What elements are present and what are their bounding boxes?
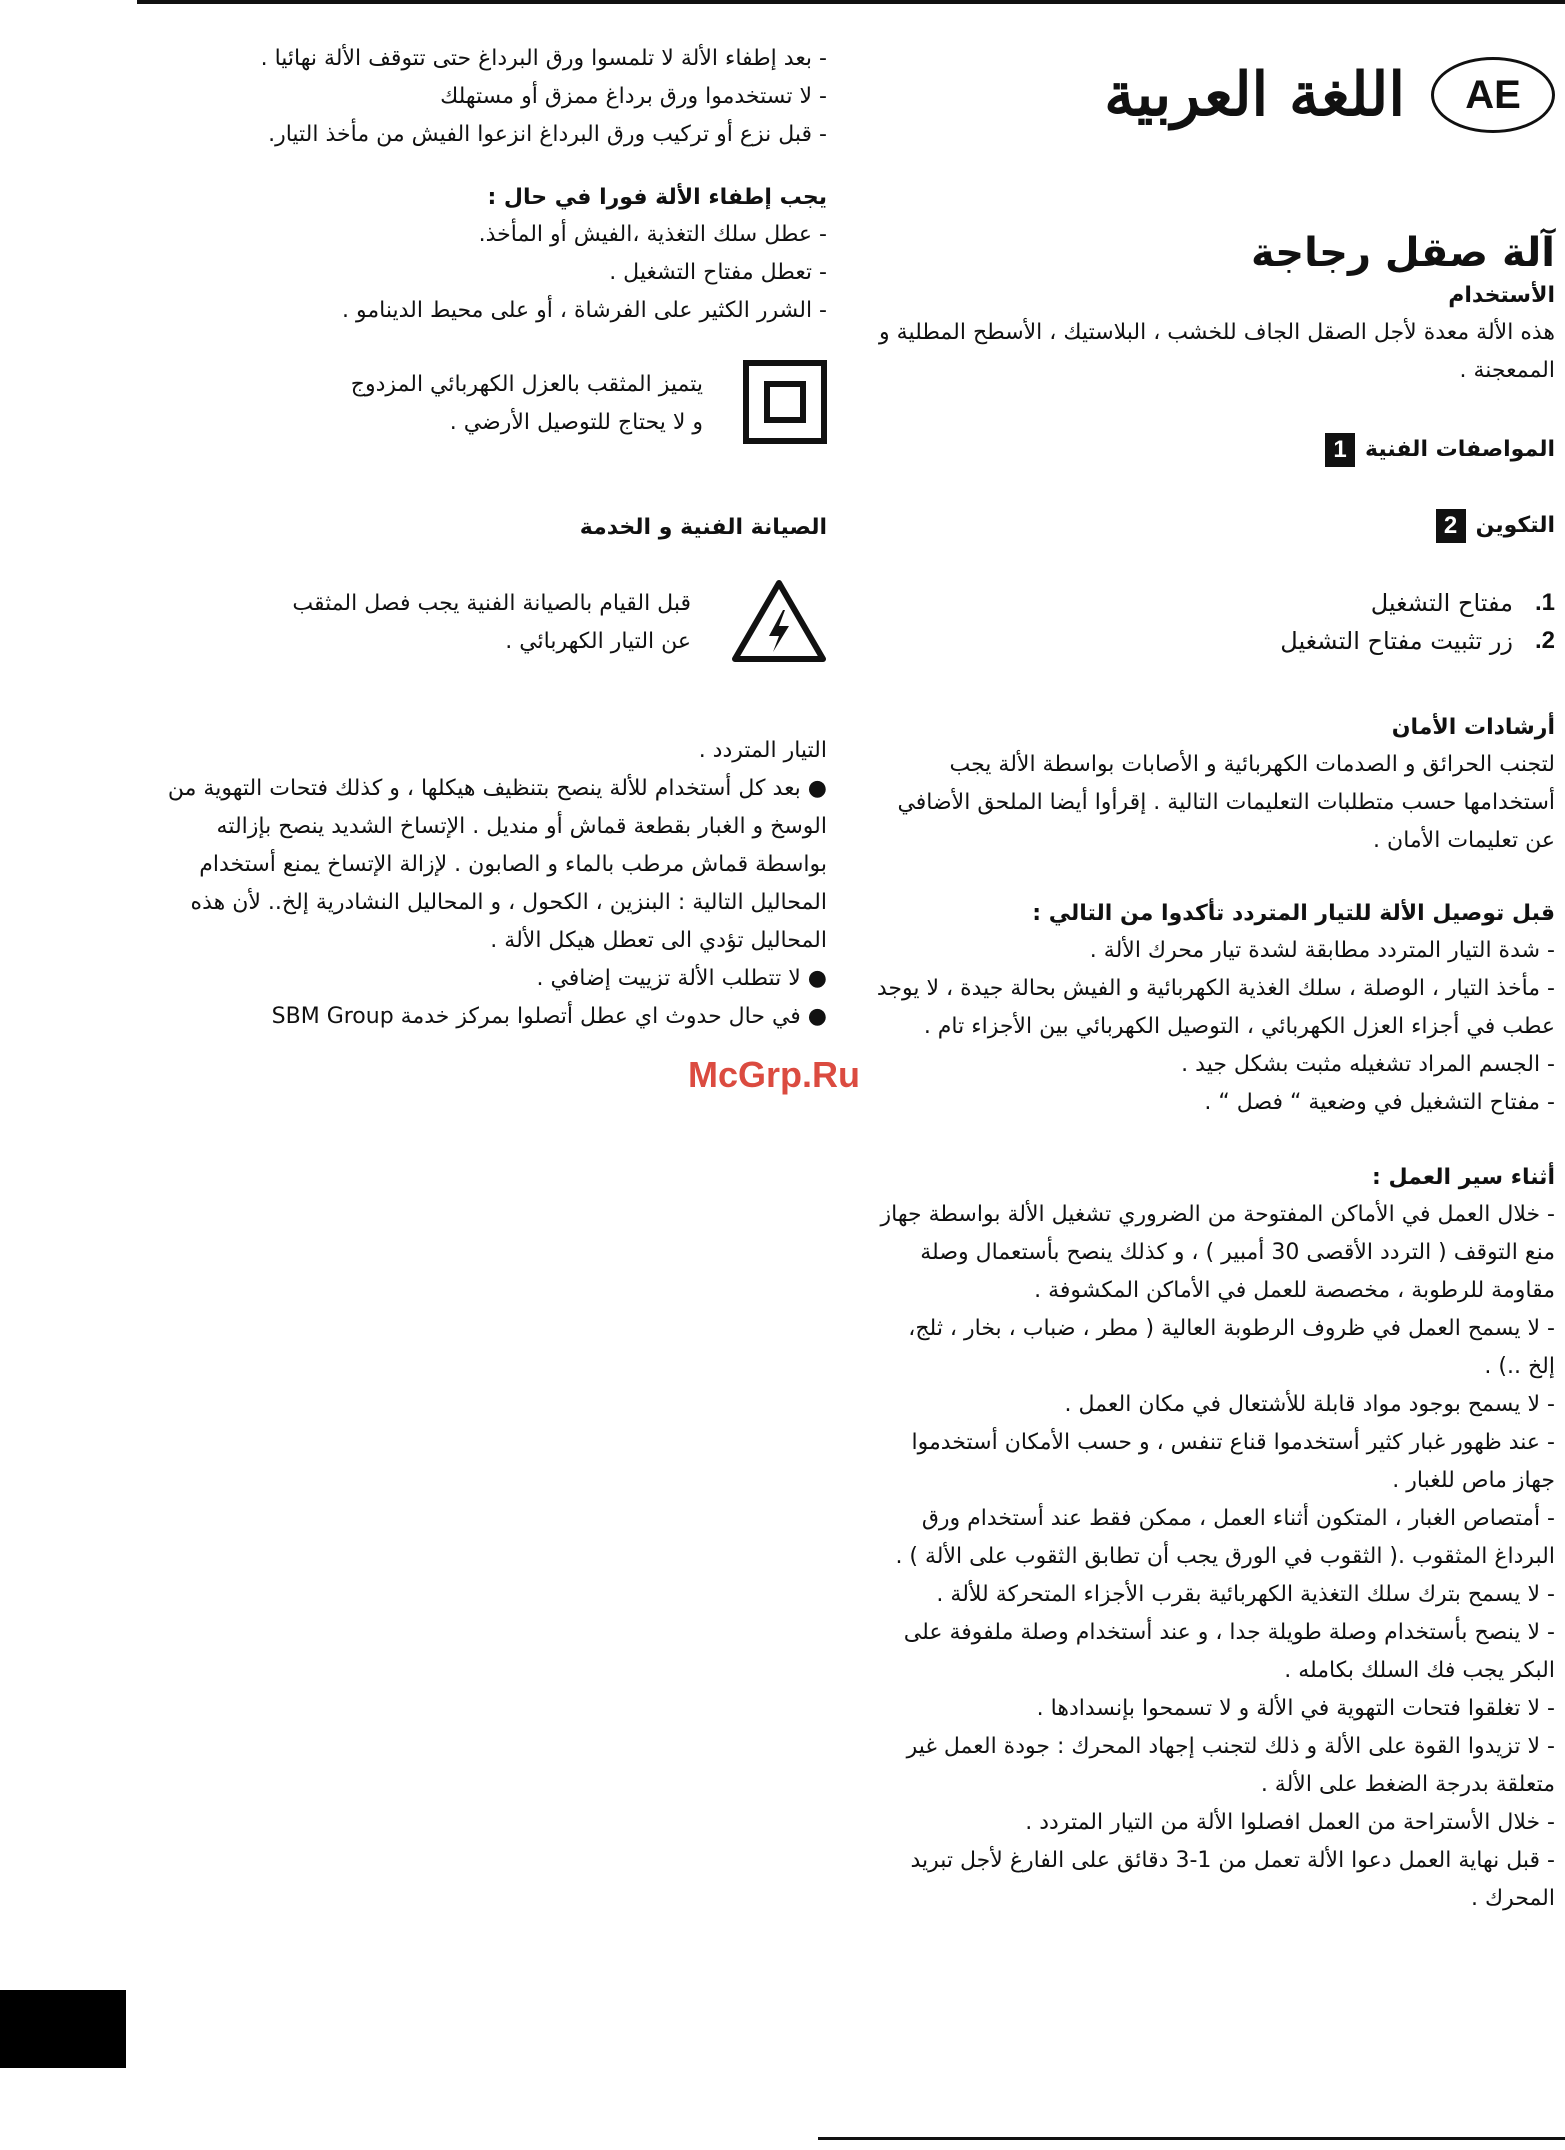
maintenance-warning-text: قبل القيام بالصيانة الفنية يجب فصل المثقب عن التيار الكهربائي . <box>292 591 691 654</box>
during-work-heading: أثناء سير العمل : <box>1372 1165 1555 1190</box>
list-item: - خلال العمل في الأماكن المفتوحة من الضروري تشغيل الألة بواسطة جهاز منع التوقف ( التردد الأقصى 30 أمبير ) ، و كذلك ينصح بأستعمال وصلة مقاومة للرطوبة ، مخصصة للعمل في الأماكن المكشوفة . <box>880 1202 1555 1303</box>
double-insulation-text: يتميز المثقب بالعزل الكهربائي المزدوج و لا يحتاج للتوصيل الأرضي . <box>350 372 703 435</box>
safety-heading: أرشادات الأمان <box>1391 715 1555 740</box>
list-item: - لا يسمح بوجود مواد قابلة للأشتعال في مكان العمل . <box>1064 1392 1555 1417</box>
specs-heading <box>875 430 1555 470</box>
shutdown-heading: يجب إطفاء الألة فورا في حال : <box>487 185 827 210</box>
document-title: آلة صقل رجاجة <box>1251 230 1555 276</box>
language-header <box>875 40 1555 150</box>
list-item: - عطل سلك التغذية ،الفيش أو المأخذ. <box>478 222 827 247</box>
top-rule <box>137 0 1565 4</box>
list-item: - الجسم المراد تشغيله مثبت بشكل جيد . <box>1181 1052 1555 1077</box>
list-item: ● في حال حدوث اي عطل أتصلوا بمركز خدمة SBM Group <box>271 1004 827 1029</box>
double-insulation-icon <box>743 360 827 448</box>
high-voltage-warning-icon <box>731 578 827 668</box>
composition-list <box>875 584 1555 660</box>
list-item: - قبل نزع أو تركيب ورق البرداغ انزعوا الفيش من مأخذ التيار. <box>268 122 827 147</box>
list-item: - مأخذ التيار ، الوصلة ، سلك الغذية الكهربائية و الفيش بحالة جيدة ، لا يوجد عطب في أجزاء العزل الكهربائي ، التوصيل الكهربائي بين الأجزاء تام . <box>876 976 1555 1039</box>
list-item: ● لا تتطلب الألة تزييت إضافي . <box>536 966 827 991</box>
list-item: - لا تغلقوا فتحات التهوية في الألة و لا تسمحوا بإنسدادها . <box>1036 1696 1555 1721</box>
language-badge: AE <box>1431 57 1555 133</box>
composition-figure-number: 2 <box>1436 509 1466 543</box>
list-item: - أمتصاص الغبار ، المتكون أثناء العمل ، ممكن فقط عند أستخدام ورق البرداغ المثقوب .( الثقوب في الورق يجب أن تطابق الثقوب على الألة ) . <box>895 1506 1555 1569</box>
list-item: ● بعد كل أستخدام للألة ينصح بتنظيف هيكلها ، و كذلك فتحات التهوية من الوسخ و الغبار بقطعة قماش أو منديل . الإتساخ الشديد ينصح بإزالته بواسطة قماش مرطب بالماء و الصابون . لإزالة الإتساخ يمنع أستخدام المحاليل التالية : البنزين ، الكحول ، و المحاليل النشادرية إلخ.. لأن هذه المحاليل تؤدي الى تعطل هيكل الألة . <box>167 776 827 953</box>
bottom-rule <box>818 2137 1565 2140</box>
list-item: - عند ظهور غبار كثير أستخدموا قناع تنفس ، و حسب الأمكان أستخدموا جهاز ماص للغبار . <box>911 1430 1555 1493</box>
left-column <box>152 40 827 1036</box>
usage-heading: الأستخدام <box>1448 283 1555 308</box>
before-connect-heading: قبل توصيل الألة للتيار المتردد تأكدوا من التالي : <box>1032 901 1555 926</box>
list-item: - خلال الأستراحة من العمل افصلوا الألة من التيار المتردد . <box>1025 1810 1555 1835</box>
watermark: McGrp.Ru <box>688 1054 861 1095</box>
specs-figure-number: 1 <box>1325 433 1355 467</box>
composition-heading-label: التكوين <box>1475 513 1555 538</box>
safety-text: لتجنب الحرائق و الصدمات الكهربائية و الأصابات بواسطة الألة يجب أستخدامها حسب متطلبات التعليمات التالية . إقرأوا أيضا الملحق الأضافي عن تعليمات الأمان . <box>897 752 1555 853</box>
list-item: - قبل نهاية العمل دعوا الألة تعمل من 1-3 دقائق على الفارغ لأجل تبريد المحرك . <box>910 1848 1555 1911</box>
list-item: - تعطل مفتاح التشغيل . <box>609 260 827 285</box>
list-item: 2. زر تثبيت مفتاح التشغيل <box>1280 627 1555 655</box>
list-item: - لا تزيدوا القوة على الألة و ذلك لتجنب إجهاد المحرك : جودة العمل غير متعلقة بدرجة الضغط على الألة . <box>906 1734 1555 1797</box>
list-item: - لا يسمح العمل في ظروف الرطوبة العالية ( مطر ، ضباب ، بخار ، ثلج، إلخ ..) . <box>908 1316 1555 1379</box>
list-item: - لا تستخدموا ورق برداغ ممزق أو مستهلك <box>440 84 827 109</box>
usage-text: هذه الألة معدة لأجل الصقل الجاف للخشب ، البلاستيك ، الأسطح المطلية و الممعجنة . <box>879 320 1555 383</box>
specs-heading-label: المواصفات الفنية <box>1365 437 1555 462</box>
language-title: اللغة العربية <box>1104 60 1405 130</box>
page-edge-tab <box>0 1990 126 2068</box>
double-insulation-notice <box>152 360 827 448</box>
right-column <box>875 40 1555 1918</box>
list-item: - شدة التيار المتردد مطابقة لشدة تيار محرك الألة . <box>1089 938 1555 963</box>
list-item: - مفتاح التشغيل في وضعية “ فصل “ . <box>1204 1090 1555 1115</box>
list-item: - بعد إطفاء الألة لا تلمسوا ورق البرداغ حتى تتوقف الألة نهائيا . <box>260 46 827 71</box>
list-item: - لا يسمح بترك سلك التغذية الكهربائية بقرب الأجزاء المتحركة للألة . <box>936 1582 1555 1607</box>
maintenance-text: التيار المتردد . <box>698 738 827 763</box>
maintenance-heading: الصيانة الفنية و الخدمة <box>579 515 827 540</box>
list-item: - الشرر الكثير على الفرشاة ، أو على محيط الدينامو . <box>341 298 827 323</box>
composition-heading <box>875 506 1555 546</box>
list-item: 1. مفتاح التشغيل <box>1370 589 1555 617</box>
maintenance-warning <box>152 578 827 668</box>
list-item: - لا ينصح بأستخدام وصلة طويلة جدا ، و عند أستخدام وصلة ملفوفة على البكر يجب فك السلك بكامله . <box>903 1620 1555 1683</box>
